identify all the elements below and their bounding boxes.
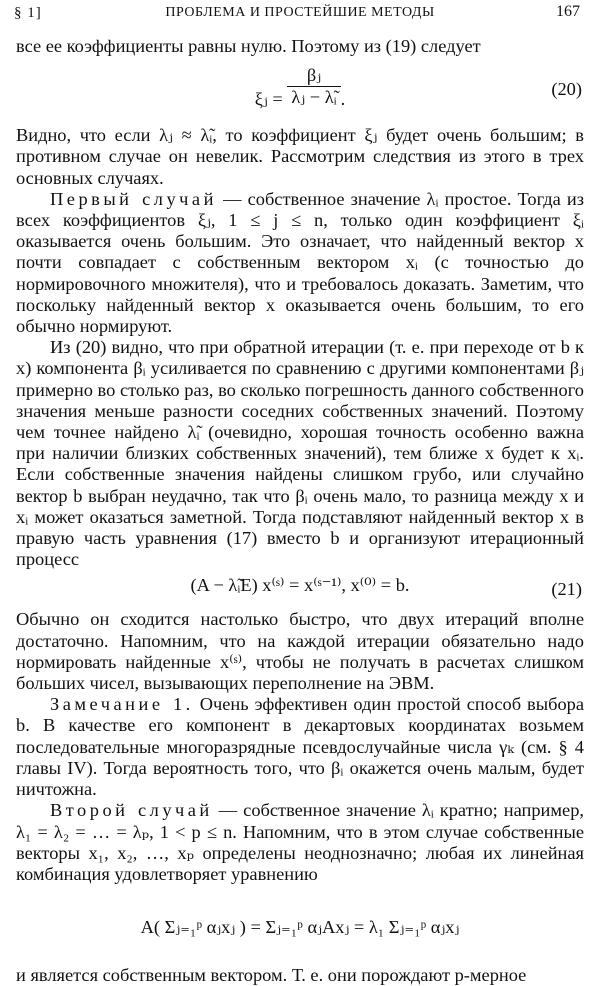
paragraph-6 (16, 694, 584, 800)
paragraph-3 (16, 189, 584, 337)
eq20-numerator: βⱼ (287, 65, 340, 87)
page-body (16, 36, 584, 986)
paragraph-6-text: Очень эффективен один простой способ выбора b. В качестве его компонент в декартовых координатах возьмем последовательные многоразрядные псевдослучайные числа γₖ (см. § 4 главы IV). Тогда вероятность того, что βᵢ окажется очень малым, будет ничтожна. (16, 694, 585, 800)
equation-20 (16, 57, 584, 125)
eq20-number: (20) (551, 79, 582, 100)
eq20-fraction (287, 65, 340, 108)
eq20-denominator: λⱼ − λ̃ᵢ (291, 87, 337, 108)
eq20-tail: . (340, 89, 346, 110)
paragraph-5: Обычно он сходится настолько быстро, что двух итераций вполне достаточно. Напомним, что на каждой итерации обязательно надо нормировать найденные x⁽ˢ⁾, чтобы не получать в расчетах слишком больших чисел, вызывающих переполнение на ЭВМ. (16, 609, 584, 694)
paragraph-2: Видно, что если λⱼ ≈ λ̃ᵢ, то коэффициент ξⱼ будет очень большим; в противном случае он невелик. Рассмотрим следствия из этого в трех основных случаях. (16, 125, 584, 188)
case-heading-second: Второй случай (50, 800, 213, 821)
section-marker: § 1] (14, 5, 42, 21)
eq22-text: A( Σⱼ₌₁ᵖ αⱼxⱼ ) = Σⱼ₌₁ᵖ αⱼAxⱼ = λ₁ Σⱼ₌₁ᵖ αⱼxⱼ (140, 917, 460, 938)
case-heading-first: Первый случай (50, 188, 217, 209)
paragraph-7-text: — собственное значение λᵢ кратно; например, λ₁ = λ₂ = … = λₚ, 1 < p ≤ n. Напомним, что в этом случае собственные векторы x₁, x₂, …, xₚ определены неоднозначно; любая их линейная комбинация удовлетворяет уравнению (16, 800, 584, 884)
eq20-lhs: ξⱼ = (254, 89, 283, 110)
running-title: ПРОБЛЕМА И ПРОСТЕЙШИЕ МЕТОДЫ (165, 5, 435, 20)
equation-21 (16, 575, 584, 609)
page-number: 167 (556, 3, 580, 20)
equation-linear-combination (16, 895, 584, 965)
running-header (14, 5, 586, 27)
paragraph-1: все ее коэффициенты равны нулю. Поэтому из (19) следует (16, 36, 481, 56)
remark-heading: Замечание 1. (50, 694, 194, 715)
paragraph-4: Из (20) видно, что при обратной итерации (т. е. при переходе от b к x) компонента βᵢ усиливается по сравнению с другими компонентами βⱼ примерно во столько раз, во сколько погрешность данного собственного значения меньше разности соседних собственных значений. Поэтому чем точнее найдено λ̃ᵢ (очевидно, хорошая точность особенно важна при наличии близких собственных значений), тем ближе x будет к xᵢ. Если собственные значения найдены слишком грубо, или случайно вектор b выбран неудачно, так что βᵢ очень мало, то разница между x и xᵢ может оказаться заметной. Тогда подставляют найденный вектор x в правую часть уравнения (17) вместо b и организуют итерационный процесс (16, 337, 584, 570)
eq21-number: (21) (551, 579, 582, 600)
eq21-text: (A − λ̃ᵢE) x⁽ˢ⁾ = x⁽ˢ⁻¹⁾, x⁽⁰⁾ = b. (190, 575, 410, 596)
paragraph-3-text: — собственное значение λᵢ простое. Тогда из всех коэффициентов ξⱼ, 1 ≤ j ≤ n, только один коэффициент ξᵢ оказывается очень большим. Это означает, что найденный вектор x почти совпадает с собственным вектором xᵢ (с точностью до нормировочного множителя), что и требовалось доказать. Заметим, что поскольку найденный вектор x оказывается очень большим, то его обычно нормируют. (16, 188, 584, 337)
paragraph-7 (16, 800, 584, 885)
paragraph-8: и является собственным вектором. Т. е. они порождают p-мерное (16, 965, 527, 986)
